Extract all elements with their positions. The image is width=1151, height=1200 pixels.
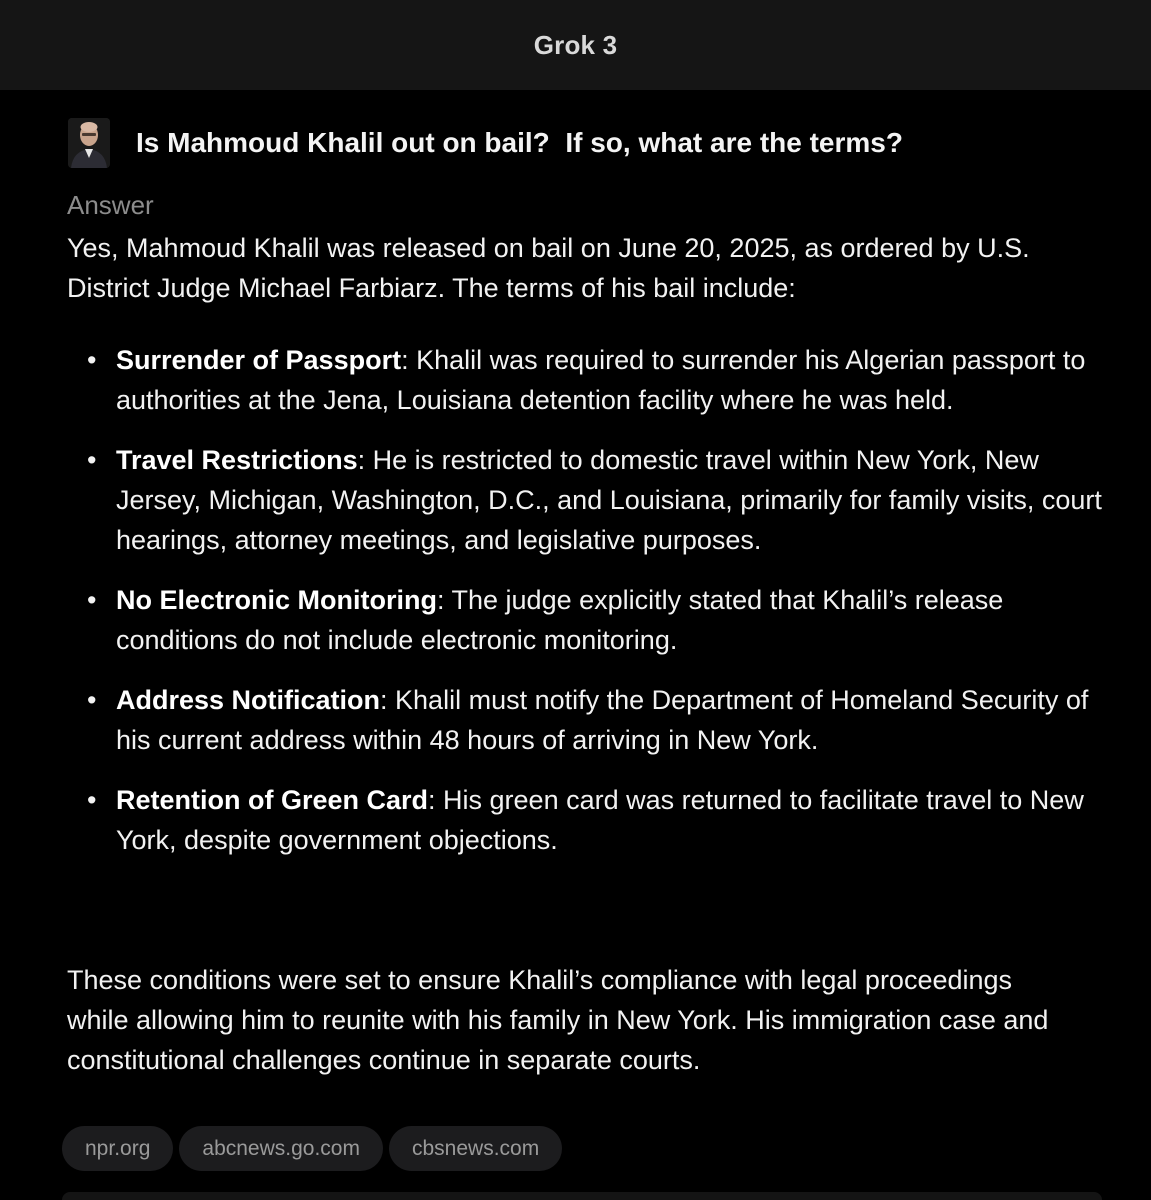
list-item [67, 580, 1107, 660]
bullet-dot: • [87, 785, 97, 815]
term-title: Surrender of Passport [116, 345, 402, 375]
term-title: Travel Restrictions [116, 445, 358, 475]
term-title: Retention of Green Card [116, 785, 429, 815]
page-title: Grok 3 [533, 29, 618, 60]
bullet-dot: • [87, 685, 97, 715]
term-title: Address Notification [116, 685, 381, 715]
next-card-edge [62, 1192, 1102, 1200]
source-links [62, 1126, 562, 1171]
list-item [67, 440, 1107, 560]
term-text: : He is restricted to domestic travel within New York, New Jersey, Michigan, Washington, D.C., and Louisiana, primarily for family visits, court hearings, attorney meetings, and legislative purposes. [116, 445, 1102, 555]
source-chip-npr[interactable]: npr.org [62, 1126, 173, 1171]
answer-outro: These conditions were set to ensure Khalil’s compliance with legal proceedings while allowing him to reunite with his family in New York. His immigration case and constitutional challenges continue in separate courts. [67, 965, 1049, 1075]
answer-intro: Yes, Mahmoud Khalil was released on bail on June 20, 2025, as ordered by U.S. District Judge Michael Farbiarz. The terms of his bail include: [67, 233, 1030, 303]
bullet-dot: • [87, 585, 97, 615]
question-text: Is Mahmoud Khalil out on bail? If so, what are the terms? [136, 127, 903, 158]
bail-terms-list [67, 340, 1107, 880]
answer-label: Answer [67, 190, 154, 220]
source-chip-cbsnews[interactable]: cbsnews.com [389, 1126, 562, 1171]
list-item [67, 340, 1107, 420]
list-item [67, 780, 1107, 860]
avatar [68, 118, 110, 168]
term-title: No Electronic Monitoring [116, 585, 437, 615]
source-chip-abcnews[interactable]: abcnews.go.com [179, 1126, 383, 1171]
user-question [68, 118, 903, 168]
top-bar [0, 0, 1151, 90]
term-text: : Khalil must notify the Department of Homeland Security of his current address within 48 hours of arriving in New York. [116, 685, 1089, 755]
term-text: : The judge explicitly stated that Khalil’s release conditions do not include electronic monitoring. [116, 585, 1004, 655]
bullet-dot: • [87, 345, 97, 375]
list-item [67, 680, 1107, 760]
term-text: : His green card was returned to facilitate travel to New York, despite government objections. [116, 785, 1084, 855]
bullet-dot: • [87, 445, 97, 475]
term-text: : Khalil was required to surrender his Algerian passport to authorities at the Jena, Louisiana detention facility where he was held. [116, 345, 1086, 415]
